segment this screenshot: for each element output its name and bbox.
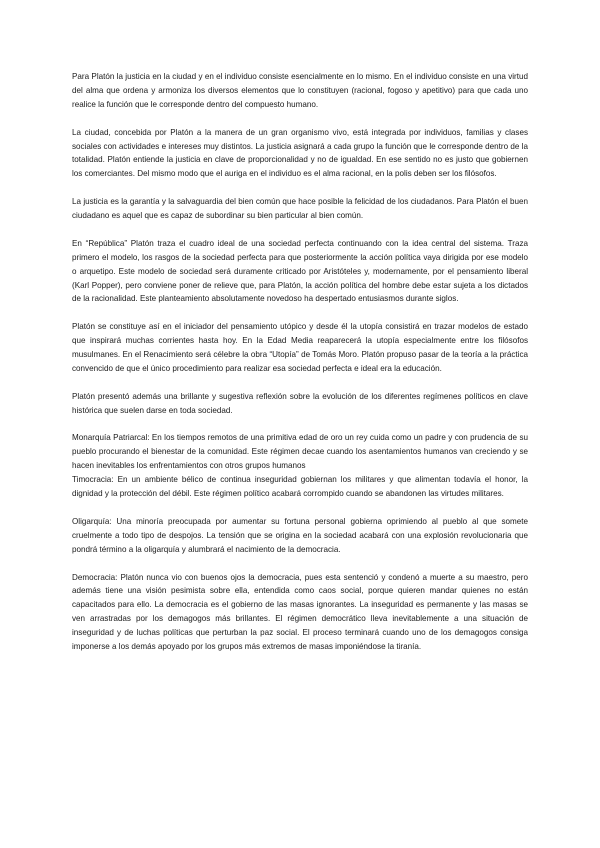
paragraph-monarquia-patriarcal: Monarquía Patriarcal: En los tiempos remotos de una primitiva edad de oro un rey cuida como un padre y con prudencia de su pueblo procurando el bienestar de la comunidad. Este régimen decae cuando los asentamientos humanos van creciendo y se hacen inevitables los enfrentamientos con otros grupos humanos: [72, 433, 528, 471]
paragraph-utopia: Platón se constituye así en el iniciador del pensamiento utópico y desde él la utopía consistirá en trazar modelos de estado que inspirará muchas corrientes hasta hoy. En la Edad Media reaparecerá la utopía especialmente entre los filósofos musulmanes. En el Renacimiento será célebre la obra “Utopía” de Tomás Moro. Platón propuso pasar de la teoría a la práctica convencido de que el único procedimiento para realizar esa sociedad perfecta e ideal era la educación.: [72, 322, 528, 373]
paragraph-republica: En “República” Platón traza el cuadro ideal de una sociedad perfecta continuando con la idea central del sistema. Traza primero el modelo, los rasgos de la sociedad perfecta para que posteriormente la acción política vaya dirigida por ese modelo o arquetipo. Este modelo de sociedad será duramente criticado por Aristóteles y, modernamente, por el pensamiento liberal (Karl Popper), pero conviene poner de relieve que, para Platón, la acción política del hombre debe estar sujeta a los dictados de la racionalidad. Este planteamiento absolutamente novedoso ha despertado entusiasmos durante siglos.: [72, 238, 528, 304]
paragraph-regimenes-politicos: Platón presentó además una brillante y sugestiva reflexión sobre la evolución de los diferentes regímenes políticos en clave histórica que suelen darse en toda sociedad.: [72, 391, 528, 415]
paragraph-justicia-individuo: Para Platón la justicia en la ciudad y en el individuo consiste esencialmente en lo mismo. En el individuo consiste en una virtud del alma que ordena y armoniza los diversos elementos que lo constituyen (racional, fogoso y apetitivo) para que cada uno realice la función que le corresponde dentro del compuesto humano.: [72, 72, 528, 109]
document-page: [72, 70, 528, 668]
paragraph-oligarquia: Oligarquía: Una minoría preocupada por aumentar su fortuna personal gobierna oprimiendo al pueblo al que somete cruelmente a todo tipo de despojos. La tensión que se origina en la sociedad acabará con una explosión revolucionaria que pondrá término a la oligarquía y alumbrará el nacimiento de la democracia.: [72, 516, 528, 554]
paragraph-bien-comun: La justicia es la garantía y la salvaguardia del bien común que hace posible la felicidad de los ciudadanos. Para Platón el buen ciudadano es aquel que es capaz de subordinar su bien particular al bien común.: [72, 197, 528, 221]
paragraph-timocracia: Timocracia: En un ambiente bélico de continua inseguridad gobiernan los militares y que alimentan todavía el honor, la dignidad y la protección del débil. Este régimen político acabará corrompido cuando se abandonen las virtudes militares.: [72, 475, 528, 499]
paragraph-ciudad-organismo: La ciudad, concebida por Platón a la manera de un gran organismo vivo, está integrada por individuos, familias y clases sociales con actividades e intereses muy distintos. La justicia asignará a cada grupo la función que le corresponde dentro de la totalidad. Platón entiende la justicia en clave de proporcionalidad y no de igualdad. En ese sentido no es justo que gobiernen los comerciantes. Del mismo modo que el auriga en el individuo es el alma racional, en la polis deben ser los filósofos.: [72, 127, 528, 179]
paragraph-democracia: Democracia: Platón nunca vio con buenos ojos la democracia, pues esta sentenció y condenó a muerte a su maestro, pero además tiene una visión pesimista sobre ella, entendida como caos social, porque quieren mandar quienes no están capacitados para ello. La democracia es el gobierno de las masas ignorantes. La inseguridad es permanente y las masas se ven arrastradas por los demagogos más brillantes. El régimen democrático lleva inevitablemente a una situación de inseguridad y de luchas políticas que perturban la paz social. El proceso terminará cuando uno de los demagogos consiga imponerse a los demás apoyado por los grupos más extremos de masas imponiéndose la tiranía.: [72, 572, 528, 652]
